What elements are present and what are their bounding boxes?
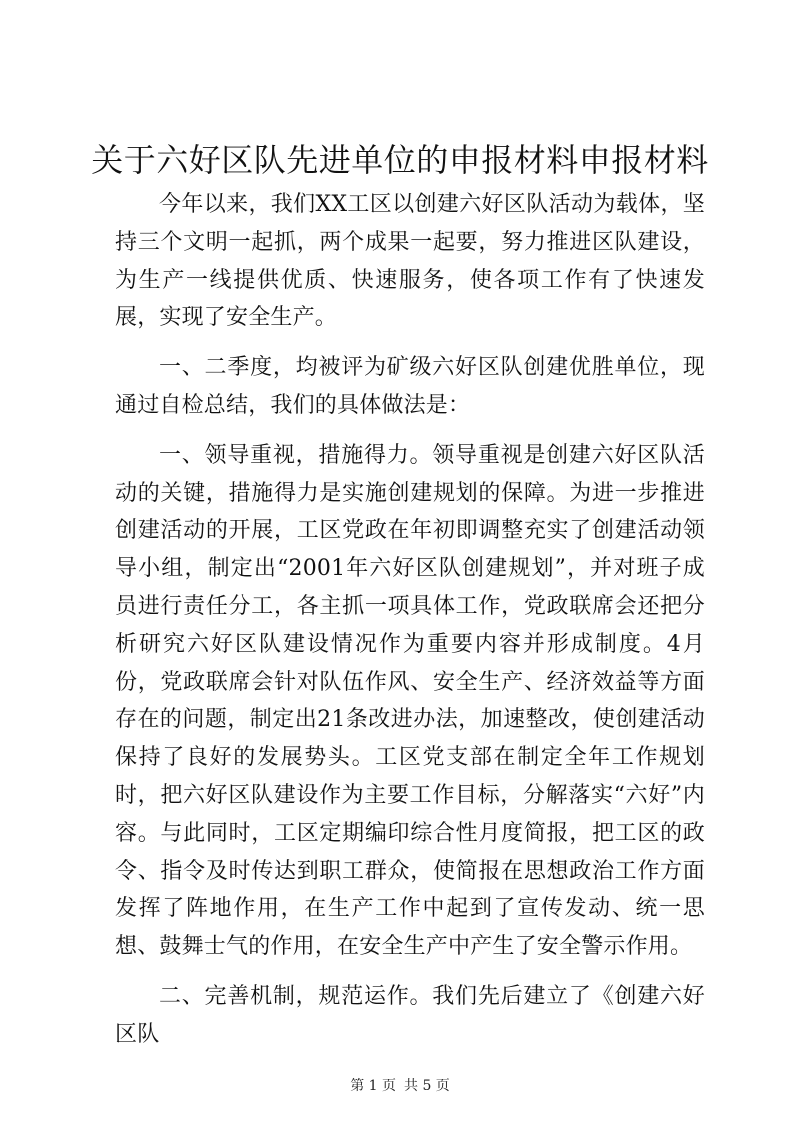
- paragraph-intro: 今年以来，我们XX工区以创建六好区队活动为载体，坚持三个文明一起抓，两个成果一起要，努力推进区队建设，为生产一线提供优质、快速服务，使各项工作有了快速发展，实现了安全生产。: [115, 192, 705, 331]
- page-number: 第 1 页: [350, 1078, 396, 1094]
- page-total: 共 5 页: [404, 1078, 450, 1094]
- paragraph-section-one: 一、领导重视，措施得力。领导重视是创建六好区队活动的关键，措施得力是实施创建规划的保障。为进一步推进创建活动的开展，工区党政在年初即调整充实了创建活动领导小组，制定出“2001年六好区队创建规划”，并对班子成员进行责任分工，各主抓一项具体工作，党政联席会还把分析研究六好区队建设情况作为重要内容并形成制度。4月份，党政联席会针对队伍作风、安全生产、经济效益等方面存在的问题，制定出21条改进办法，加速整改，使创建活动保持了良好的发展势头。工区党支部在制定全年工作规划时，把六好区队建设作为主要工作目标，分解落实“六好”内容。与此同时，工区定期编印综合性月度简报，把工区的政令、指令及时传达到职工群众，使简报在思想政治工作方面发挥了阵地作用，在生产工作中起到了宣传发动、统一思想、鼓舞士气的作用，在安全生产中产生了安全警示作用。: [115, 442, 705, 960]
- page-footer: [0, 1076, 800, 1096]
- paragraph-section-two: 二、完善机制，规范运作。我们先后建立了《创建六好区队: [115, 983, 705, 1047]
- document-body: [115, 186, 705, 1066]
- paragraph-summary: 一、二季度，均被评为矿级六好区队创建优胜单位，现通过自检总结，我们的具体做法是：: [115, 355, 705, 418]
- document-title: 关于六好区队先进单位的申报材料申报材料: [91, 141, 709, 179]
